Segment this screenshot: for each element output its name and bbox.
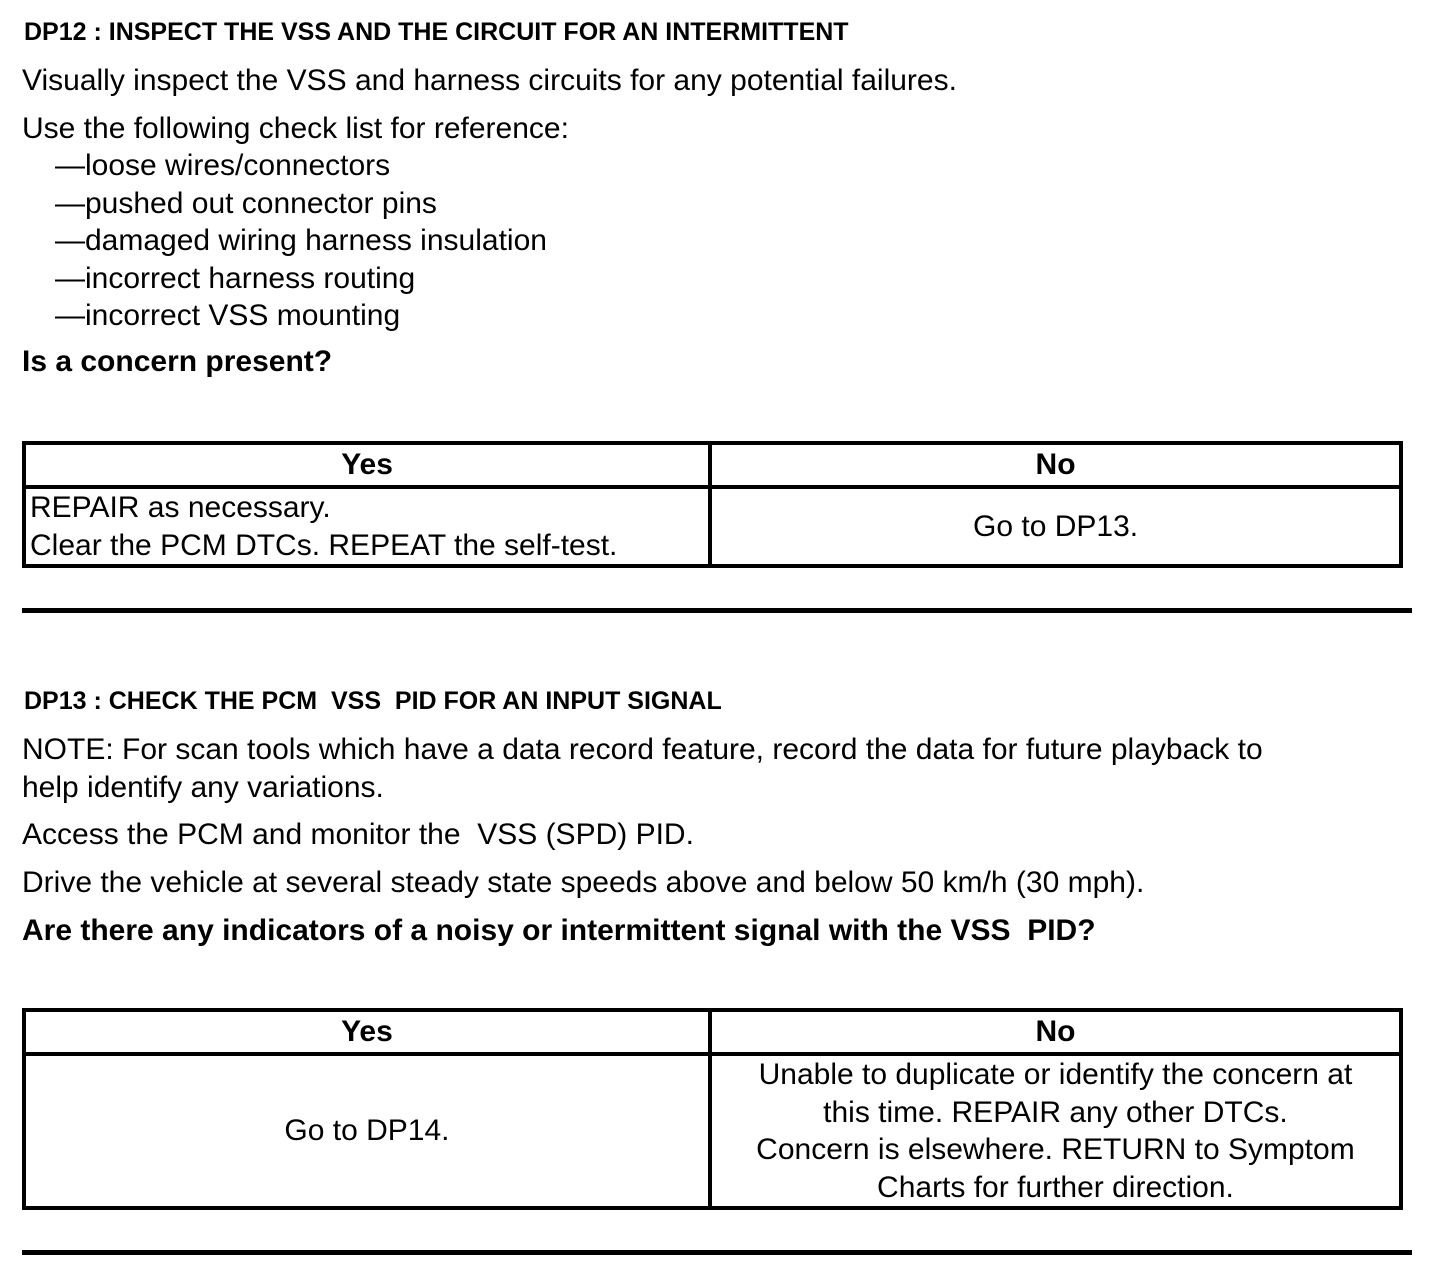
dp12-paragraph-checklist-intro: Use the following check list for reference: [22,112,569,145]
dp12-yes-header: Yes [24,443,710,487]
dp13-yes-header: Yes [24,1010,710,1054]
section-divider [22,1250,1412,1255]
dp12-yes-line: Clear the PCM DTCs. REPEAT the self-test. [30,528,618,562]
dp12-checklist-item: —loose wires/connectors [55,149,391,182]
dp13-title: DP13 : CHECK THE PCM VSS PID FOR AN INPUT SIGNAL [24,687,722,715]
dp13-paragraph-access: Access the PCM and monitor the VSS (SPD) PID. [22,818,694,851]
dp12-checklist-item: —incorrect harness routing [55,262,416,295]
dp12-decision-table [22,441,1403,568]
dp12-checklist-item: —damaged wiring harness insulation [55,224,547,257]
dp13-no-line: this time. REPAIR any other DTCs. [823,1095,1288,1129]
dp12-no-header: No [710,443,1401,487]
dp12-no-cell [710,487,1401,566]
section-divider [22,608,1412,613]
dp13-no-line: Unable to duplicate or identify the concern at [758,1058,1353,1091]
dp13-question: Are there any indicators of a noisy or intermittent signal with the VSS PID? [22,914,1096,947]
dp12-title: DP12 : INSPECT THE VSS AND THE CIRCUIT FOR AN INTERMITTENT [24,18,849,46]
dp13-no-cell [710,1054,1401,1208]
dp12-checklist-item: —incorrect VSS mounting [55,299,401,332]
dp12-paragraph-inspect: Visually inspect the VSS and harness circuits for any potential failures. [22,64,957,97]
dp13-no-header: No [710,1010,1401,1054]
dp13-note-line: NOTE: For scan tools which have a data record feature, record the data for future playback to [22,733,1263,766]
dp13-note-line: help identify any variations. [22,771,384,804]
dp13-yes-line: Go to DP14. [284,1114,450,1148]
dp13-no-line: Charts for further direction. [877,1170,1234,1204]
dp12-yes-cell [24,487,710,566]
dp13-no-line: Concern is elsewhere. RETURN to Symptom [756,1133,1355,1166]
dp12-no-line: Go to DP13. [973,509,1139,543]
dp13-decision-table [22,1008,1403,1210]
dp13-yes-cell [24,1054,710,1208]
dp12-question: Is a concern present? [22,345,333,378]
dp12-yes-line: REPAIR as necessary. [30,491,331,524]
dp13-paragraph-drive: Drive the vehicle at several steady state speeds above and below 50 km/h (30 mph). [22,866,1145,899]
dp12-checklist-item: —pushed out connector pins [55,187,437,220]
